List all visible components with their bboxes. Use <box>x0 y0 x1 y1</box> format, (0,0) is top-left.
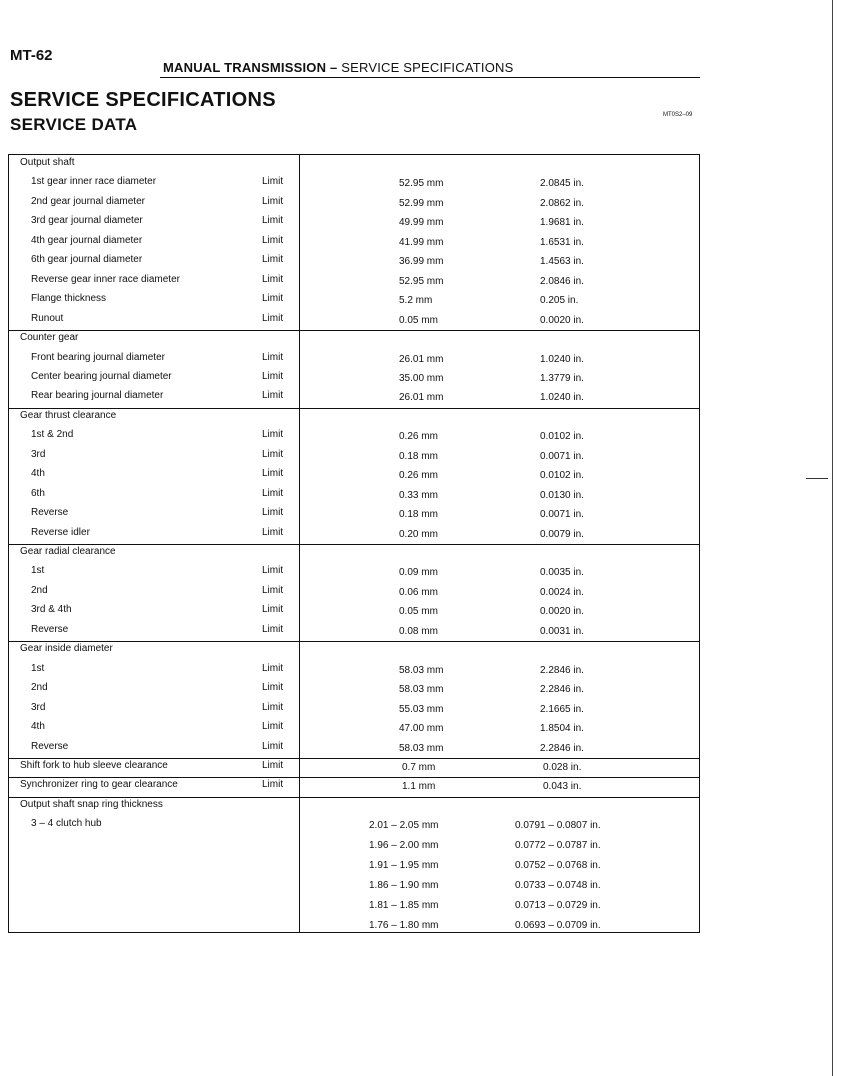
group-heading: Counter gear <box>20 332 79 344</box>
range-metric-value: 2.01 – 2.05 mm <box>369 820 439 832</box>
inch-value: 2.0845 in. <box>540 178 584 190</box>
inch-value: 0.0020 in. <box>540 314 584 326</box>
group-separator <box>9 641 699 642</box>
item-label: 4th <box>31 468 45 480</box>
range-metric-value: 1.81 – 1.85 mm <box>369 899 439 911</box>
item-label: Reverse idler <box>31 526 90 538</box>
range-inch-value: 0.0791 – 0.0807 in. <box>515 820 601 832</box>
group-separator <box>9 758 699 759</box>
limit-label: Limit <box>262 584 284 596</box>
limit-label: Limit <box>262 779 284 791</box>
limit-label: Limit <box>262 370 284 382</box>
item-label: 6th <box>31 487 45 499</box>
metric-value: 0.06 mm <box>399 586 438 598</box>
group-heading: Shift fork to hub sleeve clearance <box>20 759 168 771</box>
inch-value: 0.028 in. <box>543 761 582 773</box>
metric-value: 5.2 mm <box>399 295 433 307</box>
metric-value: 0.09 mm <box>399 567 438 579</box>
metric-value: 0.08 mm <box>399 625 438 637</box>
section-title: MANUAL TRANSMISSION <box>163 60 327 75</box>
range-inch-value: 0.0752 – 0.0768 in. <box>515 860 601 871</box>
metric-value: 58.03 mm <box>399 684 444 696</box>
limit-label: Limit <box>262 468 284 480</box>
inch-value: 0.0130 in. <box>540 489 584 501</box>
limit-label: Limit <box>262 390 284 402</box>
range-inch-value: 0.0733 – 0.0748 in. <box>515 879 601 891</box>
item-label: 2nd <box>31 682 48 694</box>
inch-value: 1.8504 in. <box>540 723 584 735</box>
inch-value: 2.2846 in. <box>540 684 584 696</box>
limit-label: Limit <box>262 526 284 538</box>
group-separator <box>9 797 699 798</box>
inch-value: 0.0020 in. <box>540 606 584 618</box>
limit-label: Limit <box>262 701 284 713</box>
limit-label: Limit <box>262 604 284 616</box>
limit-label: Limit <box>262 176 284 188</box>
item-label: 2nd gear journal diameter <box>31 195 145 207</box>
metric-value: 0.18 mm <box>399 450 438 462</box>
item-label: Reverse gear inner race diameter <box>31 273 180 285</box>
limit-label: Limit <box>262 565 284 577</box>
range-inch-value: 0.0693 – 0.0709 in. <box>515 919 601 931</box>
metric-value: 0.05 mm <box>399 314 438 326</box>
item-label: 2nd <box>31 584 48 596</box>
limit-label: Limit <box>262 351 284 363</box>
item-label: 3rd gear journal diameter <box>31 215 143 227</box>
metric-value: 0.26 mm <box>399 470 438 482</box>
item-label: Rear bearing journal diameter <box>31 390 164 402</box>
page-number: MT-62 <box>10 47 53 64</box>
inch-value: 0.205 in. <box>540 295 579 307</box>
item-label: Runout <box>31 312 64 324</box>
inch-value: 0.0071 in. <box>540 450 584 462</box>
inch-value: 1.3779 in. <box>540 372 584 384</box>
item-label: 4th gear journal diameter <box>31 234 143 246</box>
inch-value: 0.0035 in. <box>540 567 584 579</box>
metric-value: 58.03 mm <box>399 742 444 754</box>
metric-value: 41.99 mm <box>399 236 444 248</box>
metric-value: 0.05 mm <box>399 606 438 618</box>
inch-value: 1.4563 in. <box>540 256 584 268</box>
metric-value: 26.01 mm <box>399 392 444 404</box>
range-metric-value: 1.86 – 1.90 mm <box>369 879 439 891</box>
group-separator <box>9 544 699 545</box>
item-label: 4th <box>31 721 45 733</box>
group-heading: Gear radial clearance <box>20 546 116 557</box>
page-title: SERVICE SPECIFICATIONS <box>10 89 276 111</box>
metric-value: 55.03 mm <box>399 703 444 715</box>
item-label: Reverse <box>31 740 69 752</box>
inch-value: 0.0102 in. <box>540 470 584 482</box>
subsection-title: SERVICE SPECIFICATIONS <box>341 60 514 75</box>
limit-label: Limit <box>262 623 284 635</box>
limit-label: Limit <box>262 487 284 499</box>
limit-label: Limit <box>262 234 284 246</box>
limit-label: Limit <box>262 662 284 674</box>
header-dash: – <box>329 60 338 75</box>
group-heading: Synchronizer ring to gear clearance <box>20 779 178 791</box>
item-label: Front bearing journal diameter <box>31 351 165 363</box>
limit-label: Limit <box>262 215 284 227</box>
range-metric-value: 1.91 – 1.95 mm <box>369 860 439 871</box>
inch-value: 2.1665 in. <box>540 703 584 715</box>
inch-value: 0.0079 in. <box>540 528 584 540</box>
limit-label: Limit <box>262 448 284 460</box>
inch-value: 2.0846 in. <box>540 275 584 287</box>
margin-mark <box>806 478 828 479</box>
limit-label: Limit <box>262 721 284 733</box>
limit-label: Limit <box>262 254 284 266</box>
metric-value: 52.99 mm <box>399 197 444 209</box>
inch-value: 1.0240 in. <box>540 353 584 365</box>
limit-label: Limit <box>262 293 284 305</box>
group-separator <box>9 777 699 778</box>
group-separator <box>9 408 699 409</box>
group-heading: Gear inside diameter <box>20 643 113 655</box>
limit-label: Limit <box>262 195 284 207</box>
inch-value: 0.0031 in. <box>540 625 584 637</box>
range-metric-value: 1.96 – 2.00 mm <box>369 840 439 852</box>
group-heading: Output shaft snap ring thickness <box>20 798 163 810</box>
item-label: 3rd & 4th <box>31 604 72 616</box>
inch-value: 2.0862 in. <box>540 197 584 209</box>
metric-value: 0.26 mm <box>399 431 438 443</box>
metric-value: 0.33 mm <box>399 489 438 501</box>
item-label: Reverse <box>31 507 69 519</box>
item-label: Flange thickness <box>31 293 107 305</box>
metric-value: 0.18 mm <box>399 509 438 521</box>
inch-value: 2.2846 in. <box>540 664 584 676</box>
item-label: Center bearing journal diameter <box>31 370 172 382</box>
inch-value: 2.2846 in. <box>540 742 584 754</box>
limit-label: Limit <box>262 429 284 441</box>
inch-value: 1.9681 in. <box>540 217 584 229</box>
item-label: 3rd <box>31 701 46 713</box>
limit-label: Limit <box>262 759 284 771</box>
header-rule <box>160 77 700 78</box>
item-label: 6th gear journal diameter <box>31 254 143 266</box>
inch-value: 0.043 in. <box>543 781 582 793</box>
metric-value: 49.99 mm <box>399 217 444 229</box>
metric-value: 52.95 mm <box>399 275 444 287</box>
inch-value: 1.6531 in. <box>540 236 584 248</box>
inch-value: 0.0102 in. <box>540 431 584 443</box>
limit-label: Limit <box>262 312 284 324</box>
item-label: 3rd <box>31 448 46 460</box>
range-inch-value: 0.0772 – 0.0787 in. <box>515 840 601 852</box>
limit-label: Limit <box>262 740 284 752</box>
range-metric-value: 1.76 – 1.80 mm <box>369 919 439 931</box>
item-label: 1st <box>31 662 45 674</box>
specifications-table <box>8 154 700 933</box>
group-separator <box>9 330 699 331</box>
metric-value: 26.01 mm <box>399 353 444 365</box>
inch-value: 1.0240 in. <box>540 392 584 404</box>
page-edge-line <box>832 0 833 1076</box>
limit-label: Limit <box>262 682 284 694</box>
limit-label: Limit <box>262 507 284 519</box>
inch-value: 0.0071 in. <box>540 509 584 521</box>
item-label: 3 – 4 clutch hub <box>31 818 102 830</box>
metric-value: 58.03 mm <box>399 664 444 676</box>
item-label: 1st <box>31 565 45 577</box>
metric-value: 36.99 mm <box>399 256 444 268</box>
document-code: MT0S2–09 <box>663 112 693 118</box>
item-label: 1st & 2nd <box>31 429 74 441</box>
limit-label: Limit <box>262 273 284 285</box>
metric-value: 52.95 mm <box>399 178 444 190</box>
group-heading: Output shaft <box>20 157 75 168</box>
metric-value: 47.00 mm <box>399 723 444 735</box>
page-subtitle: SERVICE DATA <box>10 115 138 134</box>
item-label: Reverse <box>31 623 69 635</box>
range-inch-value: 0.0713 – 0.0729 in. <box>515 899 601 911</box>
group-heading: Gear thrust clearance <box>20 409 117 421</box>
inch-value: 0.0024 in. <box>540 586 584 598</box>
running-header <box>163 60 513 75</box>
item-label: 1st gear inner race diameter <box>31 176 157 188</box>
metric-value: 0.20 mm <box>399 528 438 540</box>
metric-value: 35.00 mm <box>399 372 444 384</box>
metric-value: 0.7 mm <box>402 761 436 773</box>
metric-value: 1.1 mm <box>402 781 436 793</box>
